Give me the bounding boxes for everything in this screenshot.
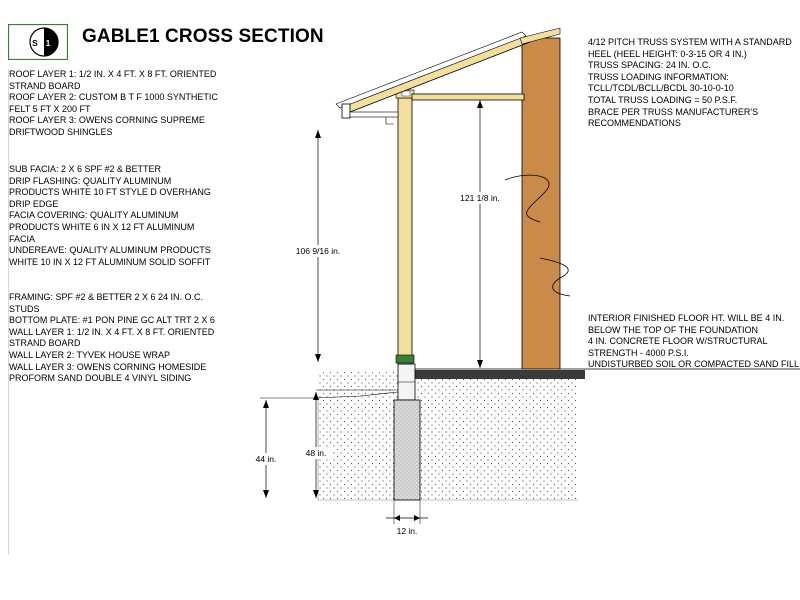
note-line: 4 IN. CONCRETE FLOOR W/STRUCTURAL	[588, 336, 768, 347]
note-line: RECOMMENDATIONS	[588, 118, 681, 129]
page-title: GABLE1 CROSS SECTION	[82, 26, 324, 47]
note-line: WHITE 10 IN X 12 FT ALUMINUM SOLID SOFFIT	[9, 256, 211, 267]
note-line: UNDEREAVE: QUALITY ALUMINUM PRODUCTS	[9, 245, 211, 256]
note-line: ROOF LAYER 1: 1/2 IN. X 4 FT. X 8 FT. ORIENTED	[9, 69, 217, 79]
note-line: ROOF LAYER 3: OWENS CORNING SUPREME	[9, 115, 205, 126]
note-line: STUDS	[9, 303, 40, 314]
fascia-board	[342, 104, 350, 118]
dim-label-wall-inner: 121 1/8 in.	[460, 193, 500, 203]
truss-plate-connector	[402, 91, 410, 96]
drip-edge	[386, 117, 394, 124]
note-line: ROOF LAYER 2: CUSTOM B T F 1000 SYNTHETIC	[9, 92, 218, 103]
dim-label-footing-depth: 48 in.	[305, 448, 327, 458]
note-line: TOTAL TRUSS LOADING = 50 P.S.F.	[588, 94, 738, 105]
dim-label-footing-width: 12 in.	[396, 526, 418, 536]
interior-wall-panel	[522, 38, 560, 369]
note-line: HEEL (HEEL HEIGHT: 0-3-15 OR 4 IN.)	[588, 48, 747, 59]
dim-arrow-icon	[315, 354, 321, 362]
note-line: BRACE PER TRUSS MANUFACTURER'S	[588, 106, 759, 117]
wall-stud	[398, 98, 412, 364]
dim-label-frost-depth: 44 in.	[255, 454, 277, 464]
dim-label-wall-outer: 106 9/16 in.	[295, 246, 341, 256]
dim-arrow-icon	[263, 490, 269, 498]
roof-rafter	[342, 36, 530, 112]
dim-arrow-icon	[394, 515, 400, 521]
soil-fill	[318, 372, 578, 500]
note-line: WALL LAYER 2: TYVEK HOUSE WRAP	[9, 349, 171, 360]
badge-letter: S	[32, 38, 38, 48]
note-line: INTERIOR FINISHED FLOOR HT. WILL BE 4 IN.	[588, 313, 785, 323]
note-line: TRUSS LOADING INFORMATION:	[588, 71, 729, 82]
dim-arrow-icon	[414, 515, 420, 521]
dim-arrow-icon	[477, 100, 483, 108]
note-line: BOTTOM PLATE: #1 PON PINE GC ALT TRT 2 X 6	[9, 315, 215, 326]
note-line: FRAMING: SPF #2 & BETTER 2 X 6 24 IN. O.C.	[9, 292, 204, 302]
note-line: TCLL/TCDL/BCLL/BCDL 30-10-0-10	[588, 83, 734, 94]
note-line: DRIP EDGE	[9, 198, 59, 209]
note-line: PRODUCTS WHITE 6 IN X 12 FT ALUMINUM	[9, 221, 195, 232]
note-line: UNDISTURBED SOIL OR COMPACTED SAND FILL	[588, 359, 800, 370]
note-line: FELT 5 FT X 200 FT	[9, 103, 91, 114]
dim-arrow-icon	[315, 130, 321, 138]
dim-arrow-icon	[477, 360, 483, 368]
note-line: STRAND BOARD	[9, 80, 81, 91]
note-line: BELOW THE TOP OF THE FOUNDATION	[588, 324, 759, 335]
note-line: FACIA	[9, 233, 36, 244]
note-line: WALL LAYER 1: 1/2 IN. X 4 FT. X 8 FT. ORIENTED	[9, 326, 215, 337]
soffit	[350, 112, 398, 117]
concrete-slab	[415, 370, 585, 379]
badge-number: 1	[45, 38, 51, 48]
note-line: TRUSS SPACING: 24 IN. O.C.	[588, 60, 711, 71]
note-line: STRAND BOARD	[9, 338, 81, 349]
note-line: WALL LAYER 3: OWENS CORNING HOMESIDE	[9, 361, 207, 372]
note-line: SUB FACIA: 2 X 6 SPF #2 & BETTER	[9, 164, 162, 174]
note-line: FACIA COVERING: QUALITY ALUMINUM	[9, 210, 179, 221]
dim-arrow-icon	[263, 400, 269, 408]
note-line: PROFORM SAND DOUBLE 4 VINYL SIDING	[9, 373, 192, 384]
bottom-plate	[396, 355, 414, 363]
note-line: 4/12 PITCH TRUSS SYSTEM WITH A STANDARD	[588, 37, 792, 47]
truss-bottom-chord	[412, 94, 524, 100]
note-line: DRIFTWOOD SHINGLES	[9, 126, 113, 137]
note-line: PRODUCTS WHITE 10 FT STYLE D OVERHANG	[9, 187, 211, 198]
note-line: DRIP FLASHING: QUALITY ALUMINUM	[9, 175, 172, 186]
concrete-footing	[394, 400, 420, 500]
note-line: STRENGTH - 4000 P.S.I.	[588, 347, 689, 358]
